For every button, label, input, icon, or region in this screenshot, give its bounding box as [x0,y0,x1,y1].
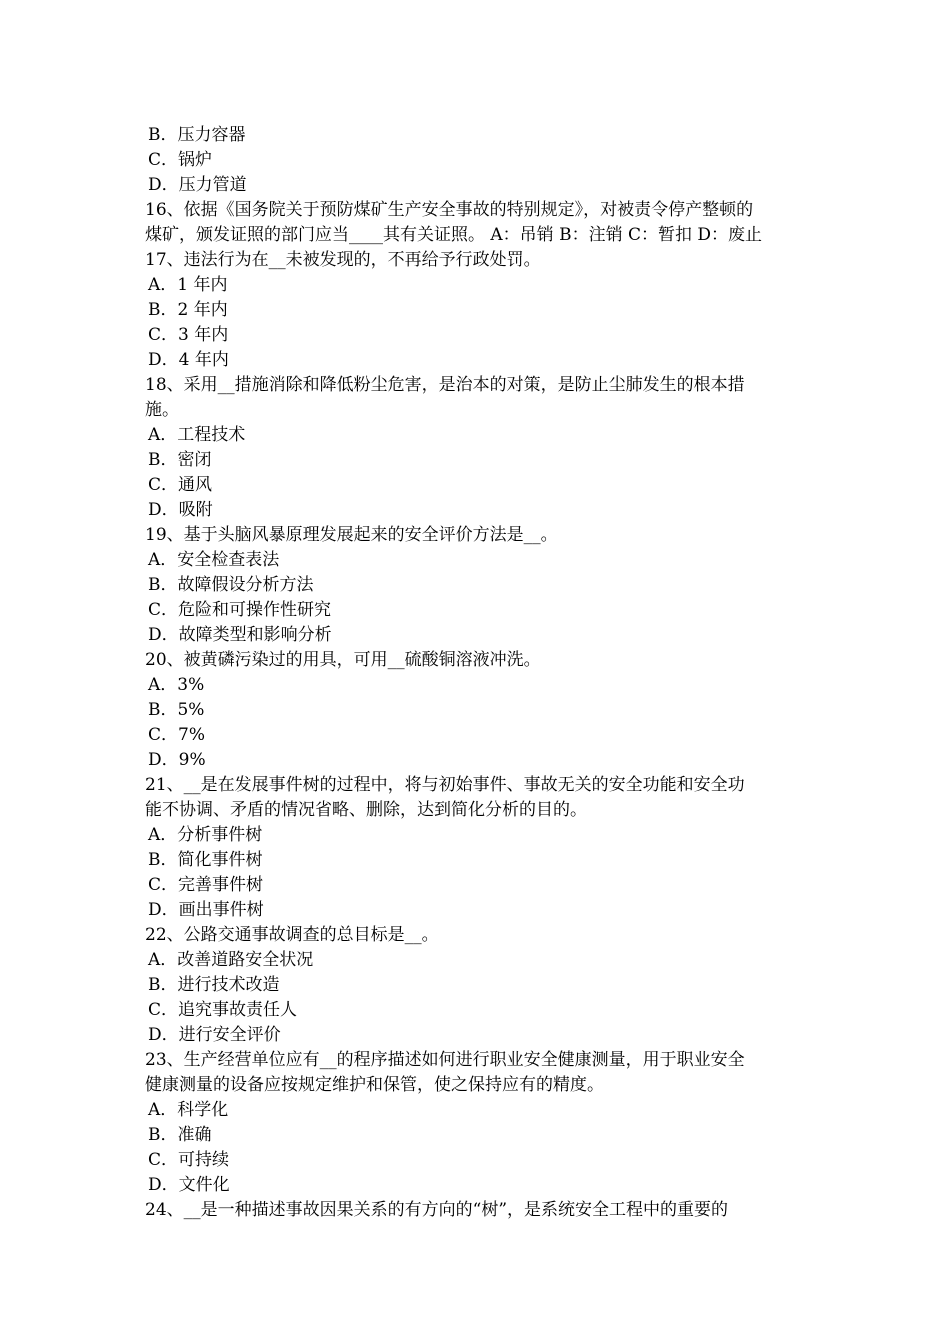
question-text: 施。 [145,400,179,420]
answer-option: C．完善事件树 [148,875,264,895]
answer-option: B．密闭 [148,450,212,470]
question-text: 17、违法行为在__未被发现的，不再给予行政处罚。 [145,250,541,270]
question-text: 20、被黄磷污染过的用具，可用__硫酸铜溶液冲洗。 [145,650,541,670]
question-text: 22、公路交通事故调查的总目标是__。 [145,925,439,945]
answer-option: D．文件化 [148,1175,230,1195]
answer-option: D．压力管道 [148,175,247,195]
answer-option: A．工程技术 [148,425,246,445]
answer-option: B．简化事件树 [148,850,263,870]
question-text: 18、采用__措施消除和降低粉尘危害，是治本的对策，是防止尘肺发生的根本措 [145,375,745,395]
answer-option: C．危险和可操作性研究 [148,600,332,620]
answer-option: A．改善道路安全状况 [148,950,314,970]
answer-option: D．9% [148,750,206,770]
answer-option: A．安全检查表法 [148,550,280,570]
document-body [145,123,815,1223]
answer-option: C．可持续 [148,1150,230,1170]
answer-option: A．3% [148,675,205,695]
question-text: 能不协调、矛盾的情况省略、删除，达到简化分析的目的。 [145,800,587,820]
answer-option: D．4 年内 [148,350,229,370]
answer-option: C．通风 [148,475,213,495]
answer-option: D．画出事件树 [148,900,264,920]
question-text: 煤矿，颁发证照的部门应当____其有关证照。 A：吊销 B：注销 C：暂扣 D：废止 [145,225,763,245]
answer-option: C．3 年内 [148,325,229,345]
answer-option: A．分析事件树 [148,825,263,845]
question-text: 21、__是在发展事件树的过程中，将与初始事件、事故无关的安全功能和安全功 [145,775,745,795]
answer-option: B．2 年内 [148,300,228,320]
answer-option: B．压力容器 [148,125,246,145]
question-text: 19、基于头脑风暴原理发展起来的安全评价方法是__。 [145,525,558,545]
answer-option: C．追究事故责任人 [148,1000,298,1020]
answer-option: B．5% [148,700,205,720]
question-text: 23、生产经营单位应有__的程序描述如何进行职业安全健康测量，用于职业安全 [145,1050,745,1070]
answer-option: B．故障假设分析方法 [148,575,314,595]
answer-option: B．准确 [148,1125,212,1145]
question-text: 健康测量的设备应按规定维护和保管，使之保持应有的精度。 [145,1075,604,1095]
answer-option: C．7% [148,725,205,745]
answer-option: A．1 年内 [148,275,228,295]
answer-option: D．吸附 [148,500,213,520]
answer-option: B．进行技术改造 [148,975,280,995]
answer-option: D．进行安全评价 [148,1025,281,1045]
question-text: 24、__是一种描述事故因果关系的有方向的“树”，是系统安全工程中的重要的 [145,1200,729,1220]
answer-option: C．锅炉 [148,150,213,170]
question-text: 16、依据《国务院关于预防煤矿生产安全事故的特别规定》，对被责令停产整顿的 [145,200,754,220]
answer-option: D．故障类型和影响分析 [148,625,332,645]
answer-option: A．科学化 [148,1100,229,1120]
